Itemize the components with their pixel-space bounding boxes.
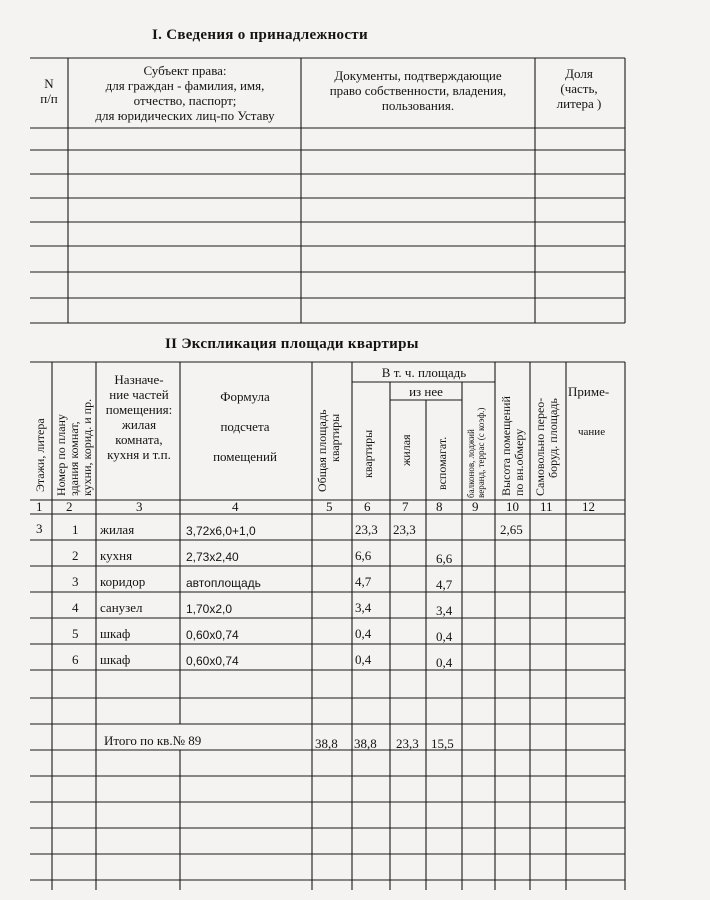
living-area: 23,3 — [393, 522, 416, 537]
header-incl-area: В т. ч. площадь — [381, 365, 467, 380]
header-line: Формула — [220, 389, 270, 404]
column-number: 8 — [436, 499, 443, 514]
apt-area: 3,4 — [355, 600, 372, 615]
header-line: квартиры — [328, 413, 342, 462]
header-auxiliary: вспомагат. — [435, 436, 449, 490]
header-line: боруд. площадь — [546, 398, 560, 478]
section-1-title: I. Сведения о принадлежности — [152, 27, 368, 43]
room-formula: 0,60х0,74 — [186, 628, 239, 642]
floor-value: 3 — [36, 521, 43, 536]
header-line: для граждан - фамилия, имя, — [105, 78, 265, 93]
row-number: 3 — [72, 574, 79, 589]
column-number: 3 — [136, 499, 143, 514]
room-height: 2,65 — [500, 522, 523, 537]
row-number: 2 — [72, 548, 79, 563]
header-line: право собственности, владения, — [329, 83, 507, 98]
header-line: кухни, корид. и пр. — [80, 398, 94, 496]
header-balconies — [466, 408, 486, 498]
aux-area: 3,4 — [436, 603, 453, 618]
column-number: 11 — [540, 499, 553, 514]
total-area: 38,8 — [315, 736, 338, 751]
header-line: кухня и т.п. — [107, 447, 171, 462]
header-line: жилая — [121, 417, 157, 432]
room-formula: 1,70х2,0 — [186, 602, 233, 616]
column-number: 12 — [582, 499, 595, 514]
room-formula: автоплощадь — [186, 576, 261, 590]
room-name: шкаф — [100, 652, 131, 667]
header-line: п/п — [40, 91, 58, 106]
apt-area: 0,4 — [355, 652, 372, 667]
row-number: 4 — [72, 600, 79, 615]
header-line: Общая площадь — [315, 409, 329, 492]
header-line: Документы, подтверждающие — [334, 68, 502, 83]
header-line: пользования. — [381, 98, 455, 113]
header-line: Номер по плану — [54, 414, 68, 496]
total-aux: 15,5 — [431, 736, 454, 751]
header-apartments: квартиры — [361, 429, 375, 478]
header-line: балконов, лоджий — [466, 429, 476, 498]
row-number: 6 — [72, 652, 79, 667]
apt-area: 23,3 — [355, 522, 378, 537]
column-number: 7 — [402, 499, 409, 514]
room-name: шкаф — [100, 626, 131, 641]
header-line: Субъект права: — [143, 63, 227, 78]
header-living: жилая — [399, 434, 413, 466]
header-line: N — [44, 76, 54, 91]
header-line: по вн.обмеру — [512, 428, 526, 496]
room-name: кухня — [100, 548, 133, 563]
header-line: веранд, террас (с коэф.) — [476, 407, 486, 498]
aux-area: 4,7 — [436, 577, 453, 592]
room-name: коридор — [100, 574, 146, 589]
room-name: санузел — [100, 600, 143, 615]
col-documents-header — [302, 68, 534, 113]
header-line: помещений — [213, 449, 277, 464]
header-plan-num — [55, 399, 94, 496]
room-formula: 0,60х0,74 — [186, 654, 239, 668]
header-purpose — [98, 372, 180, 462]
header-line: помещения: — [105, 402, 173, 417]
column-number: 1 — [36, 499, 43, 514]
section-2-title: II Экспликация площади квартиры — [165, 336, 419, 352]
apt-area: 4,7 — [355, 574, 372, 589]
header-note-2: чание — [578, 426, 606, 438]
column-number: 9 — [472, 499, 479, 514]
column-number: 6 — [364, 499, 371, 514]
col-share-header — [536, 66, 622, 111]
aux-area: 6,6 — [436, 551, 453, 566]
room-formula: 3,72х6,0+1,0 — [186, 524, 256, 538]
aux-area: 0,4 — [436, 655, 453, 670]
header-line: ние частей — [109, 387, 169, 402]
header-line: Назначе- — [114, 372, 164, 387]
header-line: (часть, — [560, 81, 598, 96]
header-line: Высота помещений — [499, 396, 513, 496]
row-number: 1 — [72, 522, 79, 537]
column-number: 4 — [232, 499, 239, 514]
header-floors: Этажи, литера — [33, 418, 47, 492]
col-num-header — [32, 76, 66, 106]
header-line: комната, — [115, 432, 163, 447]
room-formula: 2,73х2,40 — [186, 550, 239, 564]
aux-area: 0,4 — [436, 629, 453, 644]
header-total-area — [316, 410, 342, 492]
header-height — [500, 396, 526, 496]
row-number: 5 — [72, 626, 79, 641]
header-line: отчество, паспорт; — [133, 93, 237, 108]
header-formula — [190, 382, 300, 472]
header-line: подсчета — [220, 419, 270, 434]
header-unauthorized — [534, 398, 560, 496]
header-line: Самовольно перео- — [533, 397, 547, 496]
column-number: 2 — [66, 499, 73, 514]
room-name: жилая — [100, 522, 135, 537]
header-line: здания комнат, — [67, 421, 81, 496]
header-line: для юридических лиц-по Уставу — [95, 108, 275, 123]
header-of-which: из нее — [409, 384, 443, 399]
total-label: Итого по кв.№ 89 — [104, 733, 202, 748]
total-living: 23,3 — [396, 736, 419, 751]
column-number: 10 — [506, 499, 519, 514]
header-line: Доля — [565, 66, 593, 81]
total-apt: 38,8 — [354, 736, 377, 751]
header-note-1: Приме- — [568, 384, 610, 399]
col-subject-header — [70, 63, 300, 123]
column-number: 5 — [326, 499, 333, 514]
apt-area: 0,4 — [355, 626, 372, 641]
apt-area: 6,6 — [355, 548, 372, 563]
header-line: литера ) — [556, 96, 602, 111]
